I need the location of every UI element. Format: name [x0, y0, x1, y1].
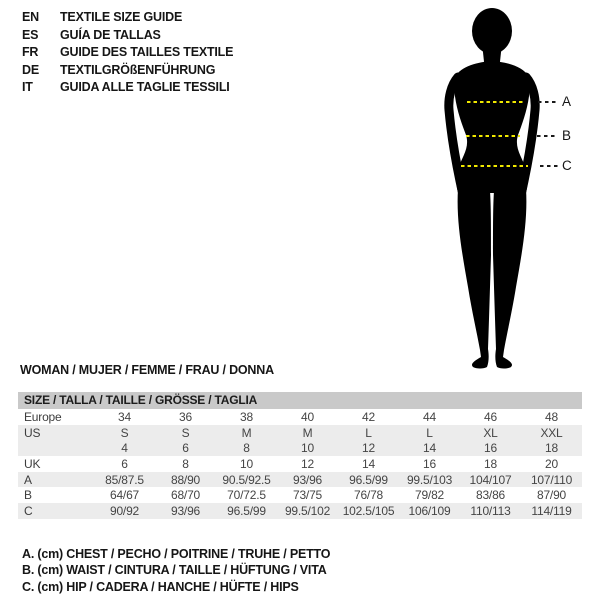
size-cell: 10: [240, 456, 253, 471]
size-row-label: C: [24, 503, 33, 518]
silhouette-leg-right: [493, 189, 526, 369]
size-cell: 14: [423, 441, 436, 456]
language-title: TEXTILGRÖßENFÜHRUNG: [60, 62, 216, 77]
size-cell: 12: [362, 441, 375, 456]
marker-label-waist: B: [562, 128, 572, 143]
language-code: EN: [22, 10, 39, 24]
language-code: ES: [22, 27, 39, 42]
legend-line: C. (cm) HIP / CADERA / HANCHE / HÜFTE / HIPS: [22, 579, 299, 594]
size-cell: 16: [484, 441, 497, 456]
size-cell: 38: [240, 409, 253, 424]
size-cell: 99.5/103: [406, 472, 453, 487]
size-row-label: [18, 440, 94, 456]
size-cell: 107/110: [530, 472, 573, 487]
size-cell: 8: [182, 456, 189, 471]
size-cell: 99.5/102: [284, 503, 331, 518]
size-row-label: B: [24, 488, 32, 503]
size-cell: 93/96: [170, 503, 201, 518]
size-cell: 36: [179, 409, 192, 424]
legend-line: A. (cm) CHEST / PECHO / POITRINE / TRUHE / PETTO: [22, 547, 331, 561]
size-cell: L: [365, 425, 372, 440]
size-cell: 34: [118, 409, 131, 424]
size-cell: 6: [121, 456, 128, 471]
legend-line: B. (cm) WAIST / CINTURA / TAILLE / HÜFTUNG / VITA: [22, 563, 327, 578]
size-cell: 76/78: [353, 488, 384, 503]
size-cell: S: [120, 425, 129, 440]
language-row: [22, 27, 233, 45]
size-cell: 104/107: [469, 472, 512, 487]
size-cell: 70/72.5: [227, 488, 266, 503]
size-cell: 83/86: [475, 488, 506, 503]
size-cell: M: [241, 425, 252, 440]
language-row: [22, 44, 233, 62]
size-cell: 114/119: [531, 503, 572, 518]
size-cell: 106/109: [408, 503, 451, 518]
size-cell: L: [426, 425, 433, 440]
table-row: [18, 456, 582, 472]
language-title: GUIDE DES TAILLES TEXTILE: [60, 45, 234, 59]
table-row: [18, 425, 582, 441]
section-title: WOMAN / MUJER / FEMME / FRAU / DONNA: [20, 363, 274, 377]
size-cell: 40: [301, 409, 314, 424]
size-cell: 96.5/99: [227, 503, 266, 518]
size-cell: 12: [301, 456, 314, 471]
size-cell: XL: [483, 425, 498, 440]
table-row: [18, 440, 582, 456]
language-header: [22, 9, 233, 97]
size-cell: 16: [423, 456, 436, 471]
size-cell: 93/96: [292, 472, 323, 487]
size-row-label: A: [24, 472, 32, 487]
language-row: [22, 9, 233, 27]
size-table: [18, 392, 582, 519]
size-cell: 14: [362, 456, 375, 471]
language-row: [22, 62, 233, 80]
language-title: GUÍA DE TALLAS: [60, 27, 161, 42]
size-cell: 48: [545, 409, 558, 424]
size-cell: 6: [182, 441, 189, 456]
size-cell: 20: [545, 456, 558, 471]
language-code: DE: [22, 62, 39, 77]
woman-silhouette-graphic: [410, 5, 585, 370]
language-row: [22, 79, 233, 97]
size-cell: 64/67: [109, 488, 140, 503]
size-cell: XXL: [540, 425, 563, 440]
size-cell: 10: [301, 441, 314, 456]
size-cell: 85/87.5: [105, 472, 144, 487]
size-table-grid: [18, 409, 582, 519]
marker-label-chest: A: [562, 94, 572, 109]
size-cell: 8: [243, 441, 250, 456]
size-cell: M: [302, 425, 313, 440]
silhouette-torso: [454, 61, 529, 193]
language-code: FR: [22, 45, 39, 59]
table-row: [18, 409, 582, 425]
size-cell: 4: [121, 441, 128, 456]
silhouette-leg-left: [458, 189, 491, 369]
size-cell: 90/92: [109, 503, 140, 518]
size-cell: 88/90: [170, 472, 201, 487]
size-figure: [410, 5, 585, 370]
size-cell: 44: [423, 409, 436, 424]
language-title: GUIDA ALLE TAGLIE TESSILI: [60, 80, 230, 94]
table-row: [18, 487, 582, 503]
size-row-label: UK: [24, 456, 41, 471]
language-title: TEXTILE SIZE GUIDE: [60, 10, 183, 24]
size-table-header: SIZE / TALLA / TAILLE / GRÖSSE / TAGLIA: [18, 392, 582, 409]
size-cell: 79/82: [414, 488, 445, 503]
size-cell: 90.5/92.5: [222, 472, 271, 487]
marker-label-hip: C: [562, 158, 572, 173]
size-cell: 73/75: [292, 488, 323, 503]
table-row: [18, 503, 582, 519]
size-cell: 68/70: [170, 488, 201, 503]
size-cell: 18: [545, 441, 558, 456]
size-cell: 46: [484, 409, 497, 424]
language-code: IT: [22, 80, 33, 94]
size-row-label: US: [24, 425, 41, 440]
size-cell: 102.5/105: [342, 503, 395, 518]
size-cell: S: [181, 425, 190, 440]
size-cell: 110/113: [470, 503, 511, 518]
size-cell: 42: [362, 409, 375, 424]
size-cell: 96.5/99: [349, 472, 388, 487]
table-row: [18, 472, 582, 488]
size-row-label: Europe: [24, 409, 62, 424]
size-cell: 18: [484, 456, 497, 471]
size-cell: 87/90: [536, 488, 567, 503]
measurement-legend: [22, 546, 330, 595]
